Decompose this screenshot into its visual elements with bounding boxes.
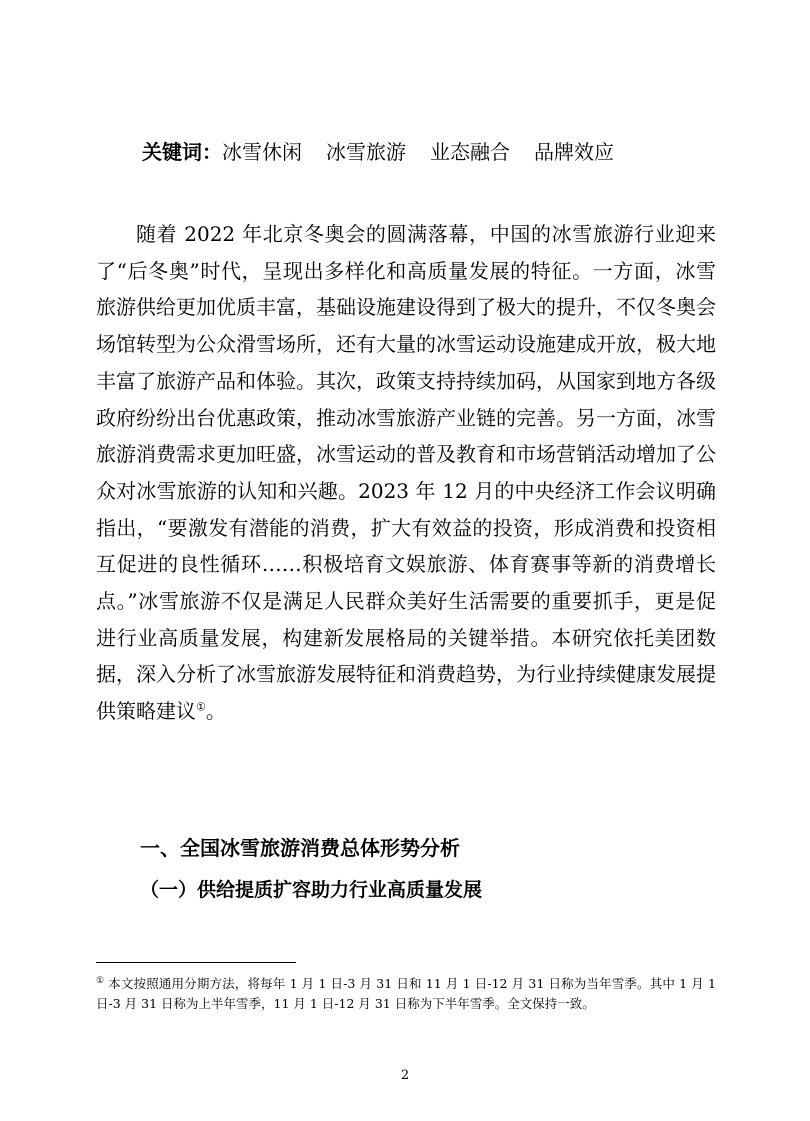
body-paragraph-text: 随着 2022 年北京冬奥会的圆满落幕，中国的冰雪旅游行业迎来了“后冬奥”时代，呈现出多样化和高质量发展的特征。一方面，冰雪旅游供给更加优质丰富，基础设施建设得到了极大的提升，不仅冬奥会场馆转型为公众滑雪场所，还有大量的冰雪运动设施建成开放，极大地丰富了旅游产品和体验。其次，政策支持持续加码，从国家到地方各级政府纷纷出台优惠政策，推动冰雪旅游产业链的完善。另一方面，冰雪旅游消费需求更加旺盛，冰雪运动的普及教育和市场营销活动增加了公众对冰雪旅游的认知和兴趣。2023 年 12 月的中央经济工作会议明确指出，“要激发有潜能的消费，扩大有效益的投资，形成消费和投资相互促进的良性循环……积极培育文娱旅游、体育赛事等新的消费增长点。”冰雪旅游不仅是满足人民群众美好生活需要的重要抓手，更是促进行业高质量发展，构建新发展格局的关键举措。本研究依托美团数据，深入分析了冰雪旅游发展特征和消费趋势，为行业持续健康发展提供策略建议: [96, 222, 716, 724]
section-heading: 一、全国冰雪旅游消费总体形势分析: [140, 836, 460, 860]
footnote-text: 本文按照通用分期方法，将每年 1 月 1 日-3 月 31 日和 11 月 1 日-12 月 31 日称为当年雪季。其中 1 月 1 日-3 月 31 日称为上半年雪季，11 月 1 日-12 月 31 日称为下半年雪季。全文保持一致。: [96, 976, 716, 1011]
body-paragraph: [96, 216, 716, 730]
keyword-item: 冰雪休闲: [222, 140, 302, 164]
page-number: 2: [400, 1068, 410, 1083]
footnote-marker: ①: [96, 976, 105, 986]
footnote-reference[interactable]: ①: [196, 700, 206, 714]
body-paragraph-end: 。: [205, 699, 226, 724]
keyword-item: 业态融合: [430, 140, 510, 164]
keywords-label: 关键词：: [142, 140, 222, 164]
keyword-item: 品牌效应: [534, 140, 614, 164]
footnote-divider: [96, 962, 296, 963]
footnote: [96, 972, 716, 1013]
keywords-line: [142, 136, 638, 168]
keyword-item: 冰雪旅游: [326, 140, 406, 164]
subsection-heading: （一）供给提质扩容助力行业高质量发展: [140, 879, 483, 901]
